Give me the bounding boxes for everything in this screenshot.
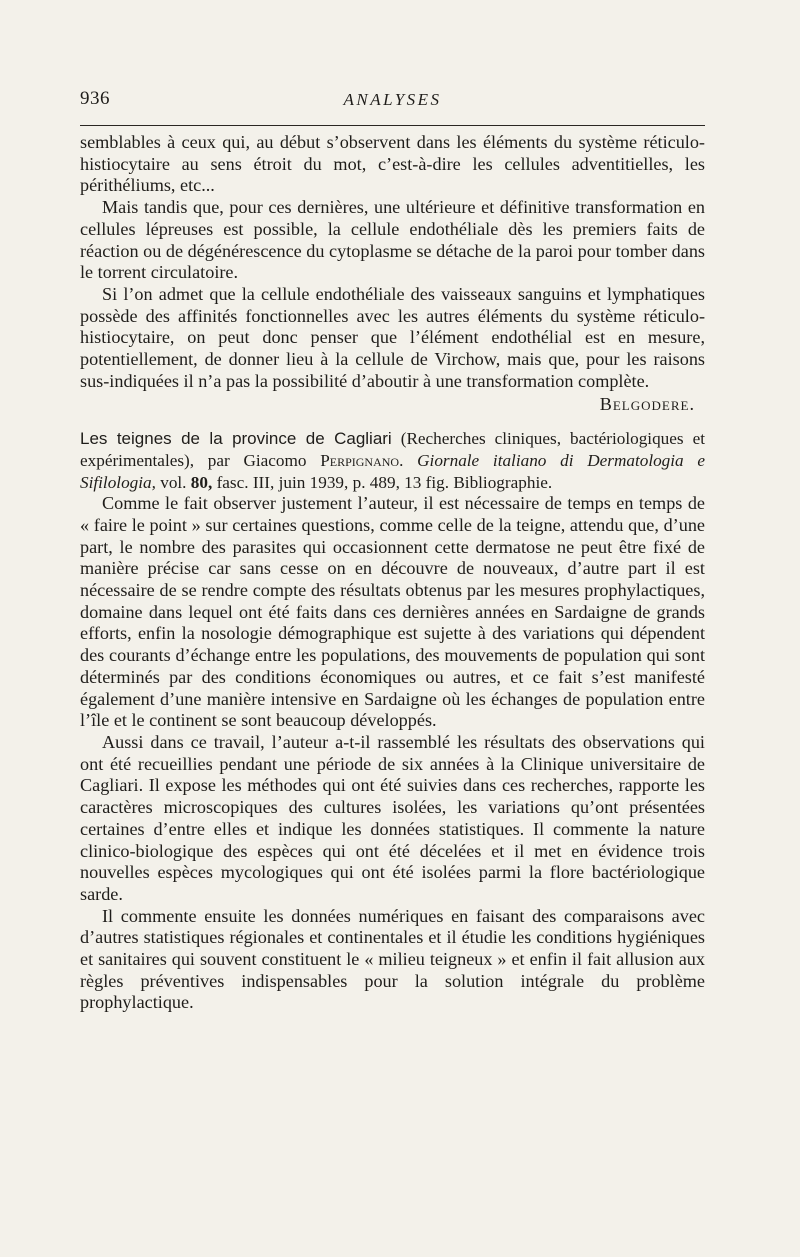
citation-details: fasc. III, juin 1939, p. 489, 13 fig. Bibliographie. bbox=[216, 472, 553, 492]
header-rule bbox=[80, 125, 705, 126]
page-number: 936 bbox=[80, 88, 110, 109]
paragraph: Il commente ensuite les données numériques en faisant des comparaisons avec d’autres statistiques régionales et continentales et il étudie les conditions hygiéniques et sanitaires qui souvent constituent le « milieu teigneux » et enfin il fait allusion aux règles préventives indispensables pour la solution intégrale du problème prophylactique. bbox=[80, 905, 705, 1013]
volume-number: 80, bbox=[190, 472, 213, 492]
paragraph: Mais tandis que, pour ces dernières, une ultérieure et définitive transformation en cellules lépreuses est possible, la cellule endothéliale dès les premiers faits de réaction ou de dégénérescence du cytoplasme se détache de la paroi pour tomber dans le torrent circulatoire. bbox=[80, 197, 705, 283]
article-heading bbox=[80, 428, 705, 493]
paragraph: Aussi dans ce travail, l’auteur a-t-il rassemblé les résultats des observations qui ont été recueillies pendant une période de six années à la Clinique universitaire de Cagliari. Il expose les méthodes qui ont été suivies dans ces recherches, rapporte les caractères microscopiques des cultures isolées, les variations qu’ont présentées certaines d’entre elles et indique les données statistiques. Il commente la nature clinico-biologique des espèces qui ont été décelées et il met en évidence trois nouvelles espèces mycologiques qui ont été isolées parmi la flore bactériologique sarde. bbox=[80, 731, 705, 904]
reviewer-signature: Belgodere. bbox=[599, 394, 695, 415]
paragraph: Comme le fait observer justement l’auteur, il est nécessaire de temps en temps de « faire le point » sur certaines questions, comme celle de la teigne, attendu que, d’une part, le nombre des parasites qui occasionnent cette dermatose ne peut être fixé de manière précise car sans cesse on en découvre de nouveaux, d’autre part il est nécessaire de se rendre compte des résultats obtenus par les mesures prophylactiques, domaine dans lequel ont été faits dans ces dernières années en Sardaigne de grands efforts, enfin la nosologie démographique est sujette à des variations qui dépendent des courants d’échange entre les populations, des mouvements de population qui sont déterminés par des conditions économiques ou autres, et ce fait s’est manifesté également d’une manière intensive en Sardaigne où les échanges de population entre l’île et le continent se sont beaucoup développés. bbox=[80, 493, 705, 731]
paragraph-continued: semblables à ceux qui, au début s’observent dans les éléments du système réticulo-histiocytaire au sens étroit du mot, c’est-à-dire les cellules adventitielles, les périthéliums, etc... bbox=[80, 132, 705, 196]
article-title: Les teignes de la province de Cagliari bbox=[80, 429, 392, 449]
body-text bbox=[80, 132, 705, 1014]
volume-prefix: vol. bbox=[160, 472, 187, 492]
article-author: Perpignano. bbox=[320, 450, 404, 470]
running-head: ANALYSES bbox=[343, 90, 442, 109]
page-header bbox=[80, 88, 705, 118]
article-subtitle: (Recherches cliniques, bactériologiques et expérimentales), par Giacomo bbox=[80, 429, 705, 470]
paragraph: Si l’on admet que la cellule endothéliale des vaisseaux sanguins et lymphatiques possède des affinités fonctionnelles avec les autres éléments du système réticulo-histiocytaire, on peut donc penser que l’élément endothélial est en mesure, potentiellement, de donner lieu à la cellule de Virchow, mais que, pour les raisons sus-indiquées il n’a pas la possibilité d’aboutir à une transformation complète. bbox=[80, 283, 705, 391]
journal-name: Giornale italiano di Dermatologia e Sifilologia, bbox=[80, 450, 706, 492]
